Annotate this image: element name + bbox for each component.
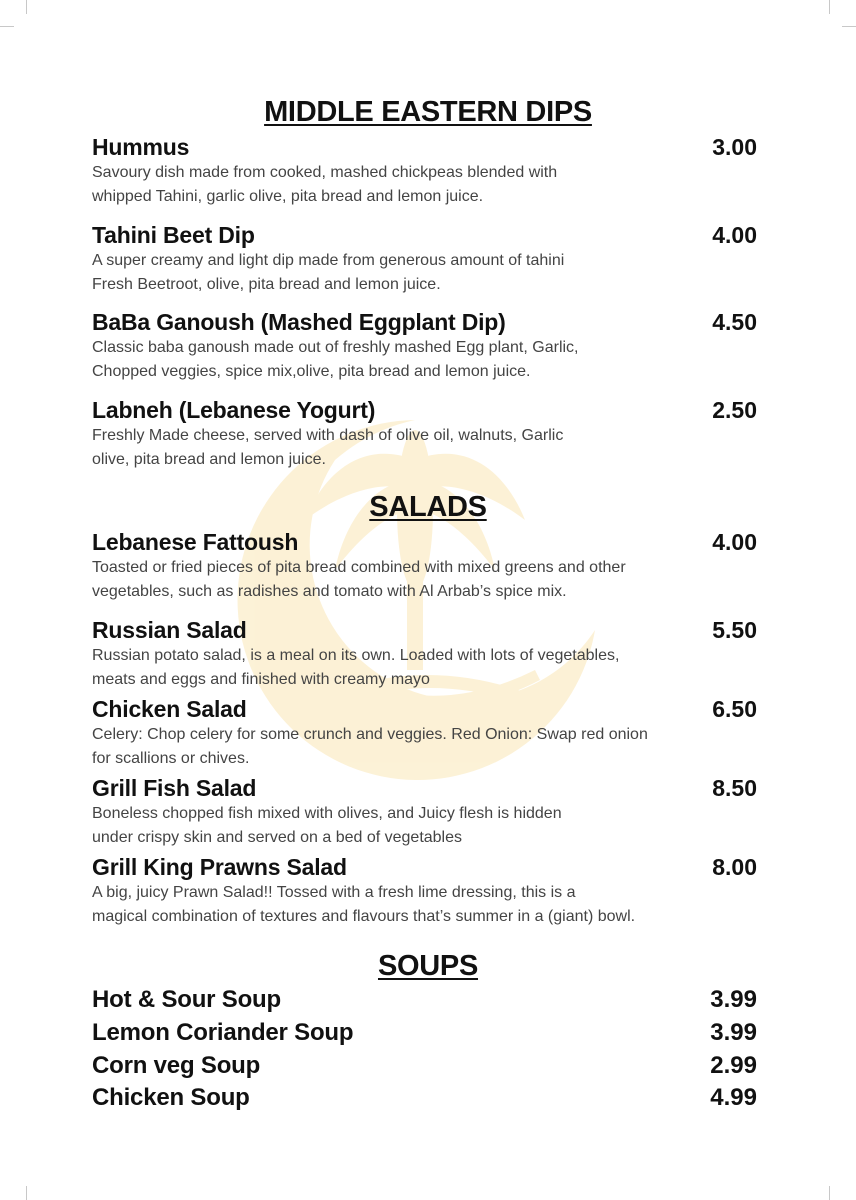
item-desc: A big, juicy Prawn Salad!! Tossed with a fresh lime dressing, this is a bbox=[92, 884, 576, 901]
item-name: BaBa Ganoush (Mashed Eggplant Dip) bbox=[92, 309, 506, 335]
item-desc: vegetables, such as radishes and tomato with Al Arbab’s spice mix. bbox=[92, 583, 567, 600]
crop-mark-tl-v bbox=[26, 0, 27, 14]
item-name: Hummus bbox=[92, 134, 190, 160]
item-price: 2.50 bbox=[712, 397, 757, 423]
item-name: Russian Salad bbox=[92, 617, 247, 643]
crop-mark-tr-h bbox=[842, 26, 856, 27]
menu-item bbox=[92, 1019, 760, 1051]
item-desc: Fresh Beetroot, olive, pita bread and lemon juice. bbox=[92, 276, 441, 293]
item-price: 2.99 bbox=[710, 1052, 757, 1079]
item-name: Tahini Beet Dip bbox=[92, 222, 255, 248]
item-desc: Classic baba ganoush made out of freshly mashed Egg plant, Garlic, bbox=[92, 339, 579, 356]
menu-item bbox=[92, 853, 760, 929]
item-desc: Chopped veggies, spice mix,olive, pita bread and lemon juice. bbox=[92, 363, 531, 380]
item-desc: Russian potato salad, is a meal on its own. Loaded with lots of vegetables, bbox=[92, 647, 620, 664]
item-price: 4.00 bbox=[712, 529, 757, 555]
item-desc: Freshly Made cheese, served with dash of olive oil, walnuts, Garlic bbox=[92, 427, 564, 444]
item-price: 8.00 bbox=[712, 854, 757, 880]
crop-mark-br-v bbox=[829, 1186, 830, 1200]
item-price: 3.00 bbox=[712, 134, 757, 160]
item-price: 3.99 bbox=[710, 986, 757, 1013]
item-price: 8.50 bbox=[712, 775, 757, 801]
item-desc: olive, pita bread and lemon juice. bbox=[92, 451, 326, 468]
item-desc: under crispy skin and served on a bed of vegetables bbox=[92, 829, 463, 846]
item-name: Hot & Sour Soup bbox=[92, 986, 281, 1013]
item-name: Grill Fish Salad bbox=[92, 775, 257, 801]
menu-item bbox=[92, 986, 760, 1018]
item-price: 4.99 bbox=[710, 1084, 757, 1111]
menu-item bbox=[92, 695, 760, 771]
item-desc: Celery: Chop celery for some crunch and veggies. Red Onion: Swap red onion bbox=[92, 726, 648, 743]
item-name: Lemon Coriander Soup bbox=[92, 1019, 354, 1046]
item-price: 6.50 bbox=[712, 696, 757, 722]
menu-item bbox=[92, 616, 760, 692]
menu-item bbox=[92, 221, 760, 297]
item-desc: for scallions or chives. bbox=[92, 750, 250, 767]
item-desc: Toasted or fried pieces of pita bread combined with mixed greens and other bbox=[92, 559, 626, 576]
item-desc: A super creamy and light dip made from generous amount of tahini bbox=[92, 252, 565, 269]
item-desc: meats and eggs and finished with creamy mayo bbox=[92, 671, 430, 688]
item-desc: whipped Tahini, garlic olive, pita bread and lemon juice. bbox=[92, 188, 484, 205]
section-title-salads: SALADS bbox=[369, 491, 487, 523]
item-name: Labneh (Lebanese Yogurt) bbox=[92, 397, 376, 423]
section-title-soups: SOUPS bbox=[377, 950, 479, 982]
section-title-dips: MIDDLE EASTERN DIPS bbox=[264, 96, 592, 128]
crop-mark-tr-v bbox=[829, 0, 830, 14]
menu-item bbox=[92, 308, 760, 384]
menu-item bbox=[92, 1084, 760, 1116]
crop-mark-bl-v bbox=[26, 1186, 27, 1200]
item-name: Grill King Prawns Salad bbox=[92, 854, 347, 880]
menu-item bbox=[92, 133, 760, 209]
item-name: Chicken Soup bbox=[92, 1084, 250, 1111]
item-desc: magical combination of textures and flavours that’s summer in a (giant) bowl. bbox=[92, 908, 636, 925]
item-name: Lebanese Fattoush bbox=[92, 529, 299, 555]
menu-item bbox=[92, 396, 760, 472]
item-name: Corn veg Soup bbox=[92, 1052, 261, 1079]
item-price: 4.00 bbox=[712, 222, 757, 248]
item-price: 4.50 bbox=[712, 309, 757, 335]
menu-item bbox=[92, 774, 760, 850]
item-desc: Boneless chopped fish mixed with olives, and Juicy flesh is hidden bbox=[92, 805, 562, 822]
menu-item bbox=[92, 1052, 760, 1084]
crop-mark-tl-h bbox=[0, 26, 14, 27]
item-desc: Savoury dish made from cooked, mashed chickpeas blended with bbox=[92, 164, 558, 181]
item-name: Chicken Salad bbox=[92, 696, 247, 722]
item-price: 3.99 bbox=[710, 1019, 757, 1046]
item-price: 5.50 bbox=[712, 617, 757, 643]
menu-item bbox=[92, 528, 760, 604]
